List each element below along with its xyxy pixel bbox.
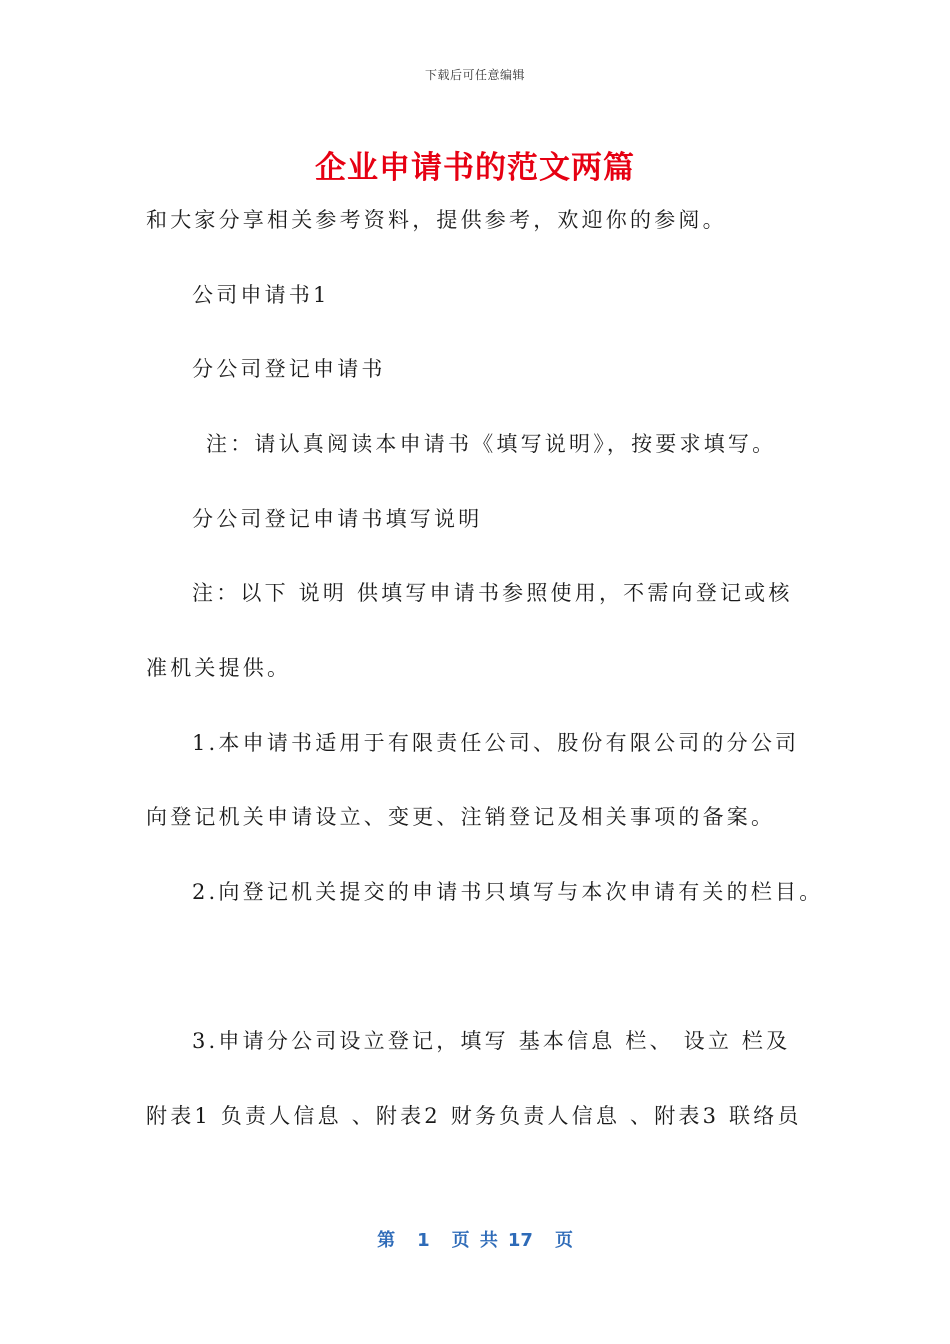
paragraph-item-3: 3.申请分公司设立登记，填写 基本信息 栏、 设立 栏及 [192,1029,791,1053]
page-footer [0,1226,950,1252]
paragraph-heading-1: 公司申请书1 [192,283,330,307]
paragraph-note: 注：请认真阅读本申请书《填写说明》，按要求填写。 [206,432,777,456]
paragraph-item-1-cont: 向登记机关申请设立、变更、注销登记及相关事项的备案。 [146,805,776,829]
paragraph-item-3-cont: 附表1 负责人信息 、附表2 财务负责人信息 、附表3 联络员 [146,1104,802,1128]
paragraph-note-2: 注：以下 说明 供填写申请书参照使用，不需向登记或核 [192,581,793,605]
footer-label-ye: 页 [554,1230,573,1251]
document-title: 企业申请书的范文两篇 [315,150,635,186]
footer-page-current: 1 [417,1230,430,1251]
paragraph-intro: 和大家分享相关参考资料，提供参考，欢迎你的参阅。 [146,208,727,232]
footer-page-total: 17 [507,1230,533,1251]
footer-label-di: 第 [377,1230,396,1251]
paragraph-note-2-cont: 准机关提供。 [146,656,292,680]
footer-label-ye-gong: 页 共 [451,1230,498,1251]
paragraph-form-title: 分公司登记申请书 [192,357,386,381]
paragraph-item-2: 2.向登记机关提交的申请书只填写与本次申请有关的栏目。 [192,880,824,904]
paragraph-instructions-title: 分公司登记申请书填写说明 [192,507,483,531]
header-note: 下载后可任意编辑 [424,68,525,82]
paragraph-item-1: 1.本申请书适用于有限责任公司、股份有限公司的分公司 [192,731,800,755]
